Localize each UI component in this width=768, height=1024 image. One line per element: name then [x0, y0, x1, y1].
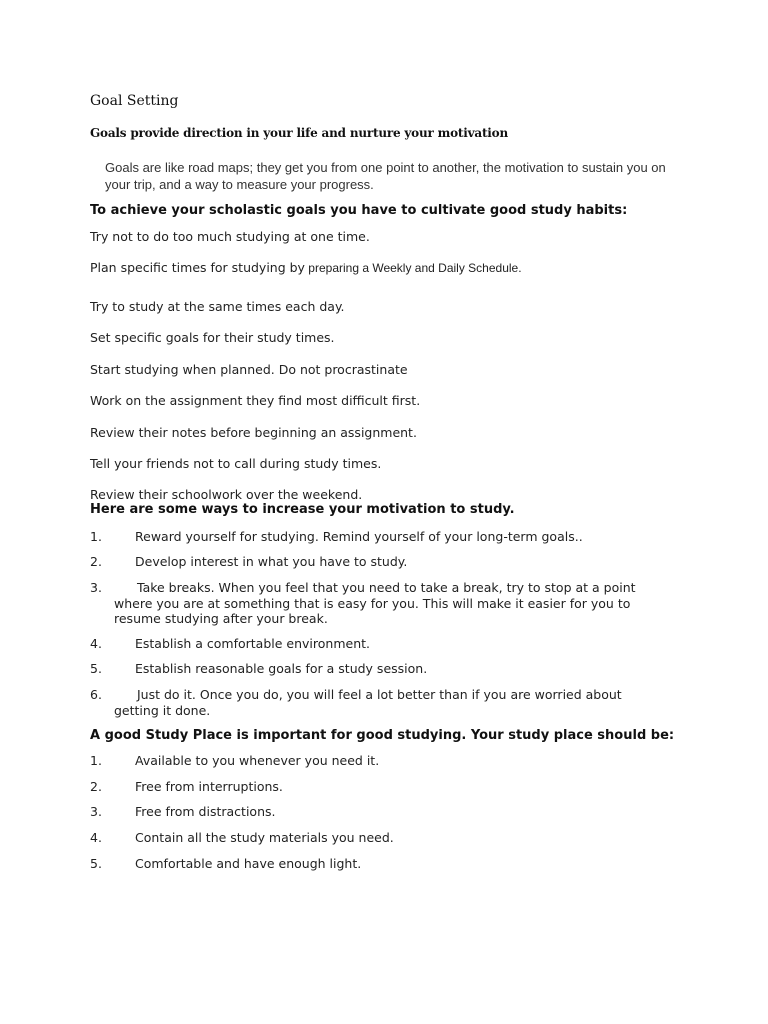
list-item-text: Reward yourself for studying. Remind yourself of your long-term goals.. — [135, 529, 583, 544]
motivation-heading: Here are some ways to increase your motivation to study. — [90, 502, 515, 517]
list-number: 3. — [90, 580, 102, 595]
page-title: Goal Setting — [90, 93, 179, 109]
list-item-text-continued: getting it done. — [114, 703, 211, 718]
list-number: 4. — [90, 636, 102, 651]
list-number: 1. — [90, 753, 102, 768]
list-item-text-continued: where you are at something that is easy for you. This will make it easier for you to — [114, 596, 631, 611]
habit-line-plan — [90, 260, 522, 275]
list-item-text: Free from interruptions. — [135, 779, 283, 794]
list-number: 4. — [90, 830, 102, 845]
list-number: 5. — [90, 856, 102, 871]
list-number: 2. — [90, 779, 102, 794]
list-number: 3. — [90, 804, 102, 819]
intro-paragraph: Goals are like road maps; they get you from one point to another, the motivation to sustain you on your trip, and a way to measure your progress. — [105, 160, 666, 192]
list-item-text-continued: resume studying after your break. — [114, 611, 328, 626]
habit-plan-suffix: preparing a Weekly and Daily Schedule. — [304, 261, 522, 275]
list-item-text: Establish reasonable goals for a study session. — [135, 661, 428, 676]
habits-heading: To achieve your scholastic goals you have to cultivate good study habits: — [90, 203, 628, 218]
habit-line: Try to study at the same times each day. — [90, 299, 345, 314]
habit-line: Start studying when planned. Do not procrastinate — [90, 362, 408, 377]
list-item-text: Comfortable and have enough light. — [135, 856, 362, 871]
list-item-text: Contain all the study materials you need. — [135, 830, 394, 845]
list-item-text: Available to you whenever you need it. — [135, 753, 380, 768]
list-item-text: Just do it. Once you do, you will feel a lot better than if you are worried about — [137, 687, 622, 702]
habit-plan-text: Plan specific times for studying by — [90, 260, 305, 275]
list-number: 1. — [90, 529, 102, 544]
list-number: 5. — [90, 661, 102, 676]
list-number: 6. — [90, 687, 102, 702]
page-subtitle: Goals provide direction in your life and nurture your motivation — [90, 126, 508, 140]
list-item-text: Free from distractions. — [135, 804, 276, 819]
habit-line: Review their schoolwork over the weekend. — [90, 487, 363, 502]
study-place-heading: A good Study Place is important for good studying. Your study place should be: — [90, 728, 675, 743]
list-item-text: Develop interest in what you have to study. — [135, 554, 408, 569]
habit-line: Try not to do too much studying at one time. — [90, 229, 370, 244]
list-item-text: Take breaks. When you feel that you need to take a break, try to stop at a point — [137, 580, 636, 595]
list-item-text: Establish a comfortable environment. — [135, 636, 370, 651]
habit-line: Review their notes before beginning an assignment. — [90, 425, 417, 440]
habit-line: Work on the assignment they find most difficult first. — [90, 393, 421, 408]
habit-line: Tell your friends not to call during study times. — [90, 456, 382, 471]
list-number: 2. — [90, 554, 102, 569]
habit-line: Set specific goals for their study times. — [90, 330, 335, 345]
